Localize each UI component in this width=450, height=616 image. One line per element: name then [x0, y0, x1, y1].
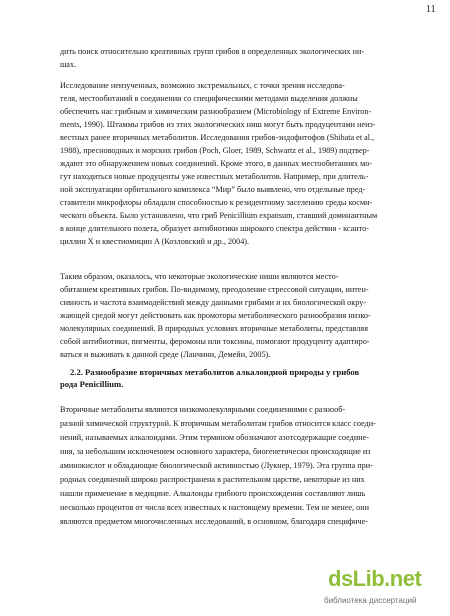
text-line: обеспечить нас грибным и химическим разнообразием (Microbiology of Extreme Environ-	[60, 107, 372, 116]
text-line: Таким образом, оказалось, что некоторые экологические ниши являются место-	[60, 272, 339, 281]
text-line: 1988), пресноводных и морских грибов (Poch, Gloer, 1989, Schwartz et al., 1989) подтвер-	[60, 146, 370, 155]
section-heading-line-1: 2.2. Разнообразие вторичных метаболитов алкалоидной природы у грибов	[70, 367, 360, 377]
text-line: в конце длительного полета, образует антибиотики широкого спектра действия - ксанто-	[60, 224, 369, 233]
watermark-brand: dsLib.net	[328, 566, 422, 591]
text-line: Исследование неизученных, возможно экстремальных, с точки зрения исследова-	[60, 81, 345, 90]
text-line: родных соединений широко распространена в растительном царстве, некоторые из них	[60, 475, 365, 484]
text-line: собой антибиотики, пигменты, феромоны или токсины, помогают продуценту адаптиро-	[60, 337, 370, 346]
text-line: нашли применение в медицине. Алкалоиды грибного происхождения составляют лишь	[60, 489, 366, 498]
text-line: нений, называемых алкалоидами. Этим термином обозначают азотсодержащие соедине-	[60, 433, 369, 442]
text-line: шах.	[60, 60, 77, 69]
text-line: ставители микрофлоры обладали способностью к резидентному заселению среды косми-	[60, 198, 373, 207]
text-line: ческого объекта. Было установлено, что гриб Penicillium expansum, ставший доминантным	[60, 211, 378, 220]
text-line: ждают это обнаружением новых соединений. Кроме этого, в данных местообитаниях мо-	[60, 159, 373, 168]
text-line: ваться и выживать к данной среде (Ланчини, Демейн, 2005).	[60, 350, 271, 359]
text-line: вестных ранее вторичных метаболитов. Исследования грибов-эндофитофов (Shibata et al.,	[60, 133, 375, 142]
text-line: сивность и частота взаимодействий между данными грибами и их биологической окру-	[60, 298, 367, 307]
text-line: молекулярных соединений. В природных условиях вторичные метаболиты, представляя	[60, 324, 368, 333]
text-line: Вторичные метаболиты являются низкомолекулярными соединениями с разнооб-	[60, 405, 346, 414]
text-line: циллин X и квестиомицин A (Козловский и др., 2004).	[60, 237, 250, 246]
text-line: аминокислот и обладающие биологической активностью (Лукнер, 1979). Эта группа при-	[60, 461, 373, 470]
text-line: дить поиск относительно креативных групп грибов в определенных экологических ни-	[60, 47, 365, 56]
page-number: 11	[426, 4, 436, 15]
text-line: являются предметом многочисленных исследований, в основном, благодаря специфиче-	[60, 517, 368, 526]
text-line: теля, местообитаний в соединении со специфическими методами выделения должны	[60, 94, 358, 103]
watermark-subtitle: библиотека диссертаций	[324, 596, 417, 605]
text-line: гут находиться новые продуценты уже известных метаболитов. Например, при длитель-	[60, 172, 369, 181]
watermark-logo	[324, 566, 444, 610]
text-line: ments, 1990). Штаммы грибов из этих экологических ниш могут быть продуцентами неиз-	[60, 120, 376, 129]
text-line: разной химической структурой. К вторичным метаболитам грибов относится класс соеди-	[60, 419, 376, 428]
text-line: жающей средой могут действовать как промоторы метаболического разнообразия низко-	[60, 311, 371, 320]
text-line: обитанием креативных грибов. По-видимому, преодоление стрессовой ситуации, интен-	[60, 285, 369, 294]
text-line: ной эксплуатации орбитального комплекса “Мир” было выявлено, что отдельные пред-	[60, 185, 366, 194]
text-line: ния, за небольшим исключением основного характера, биогенетически происходящие из	[60, 447, 371, 456]
section-heading-line-2: рода Penicillium.	[60, 379, 124, 389]
text-line: несколько процентов от числа всех известных к настоящему времени. Тем не менее, они	[60, 503, 370, 512]
